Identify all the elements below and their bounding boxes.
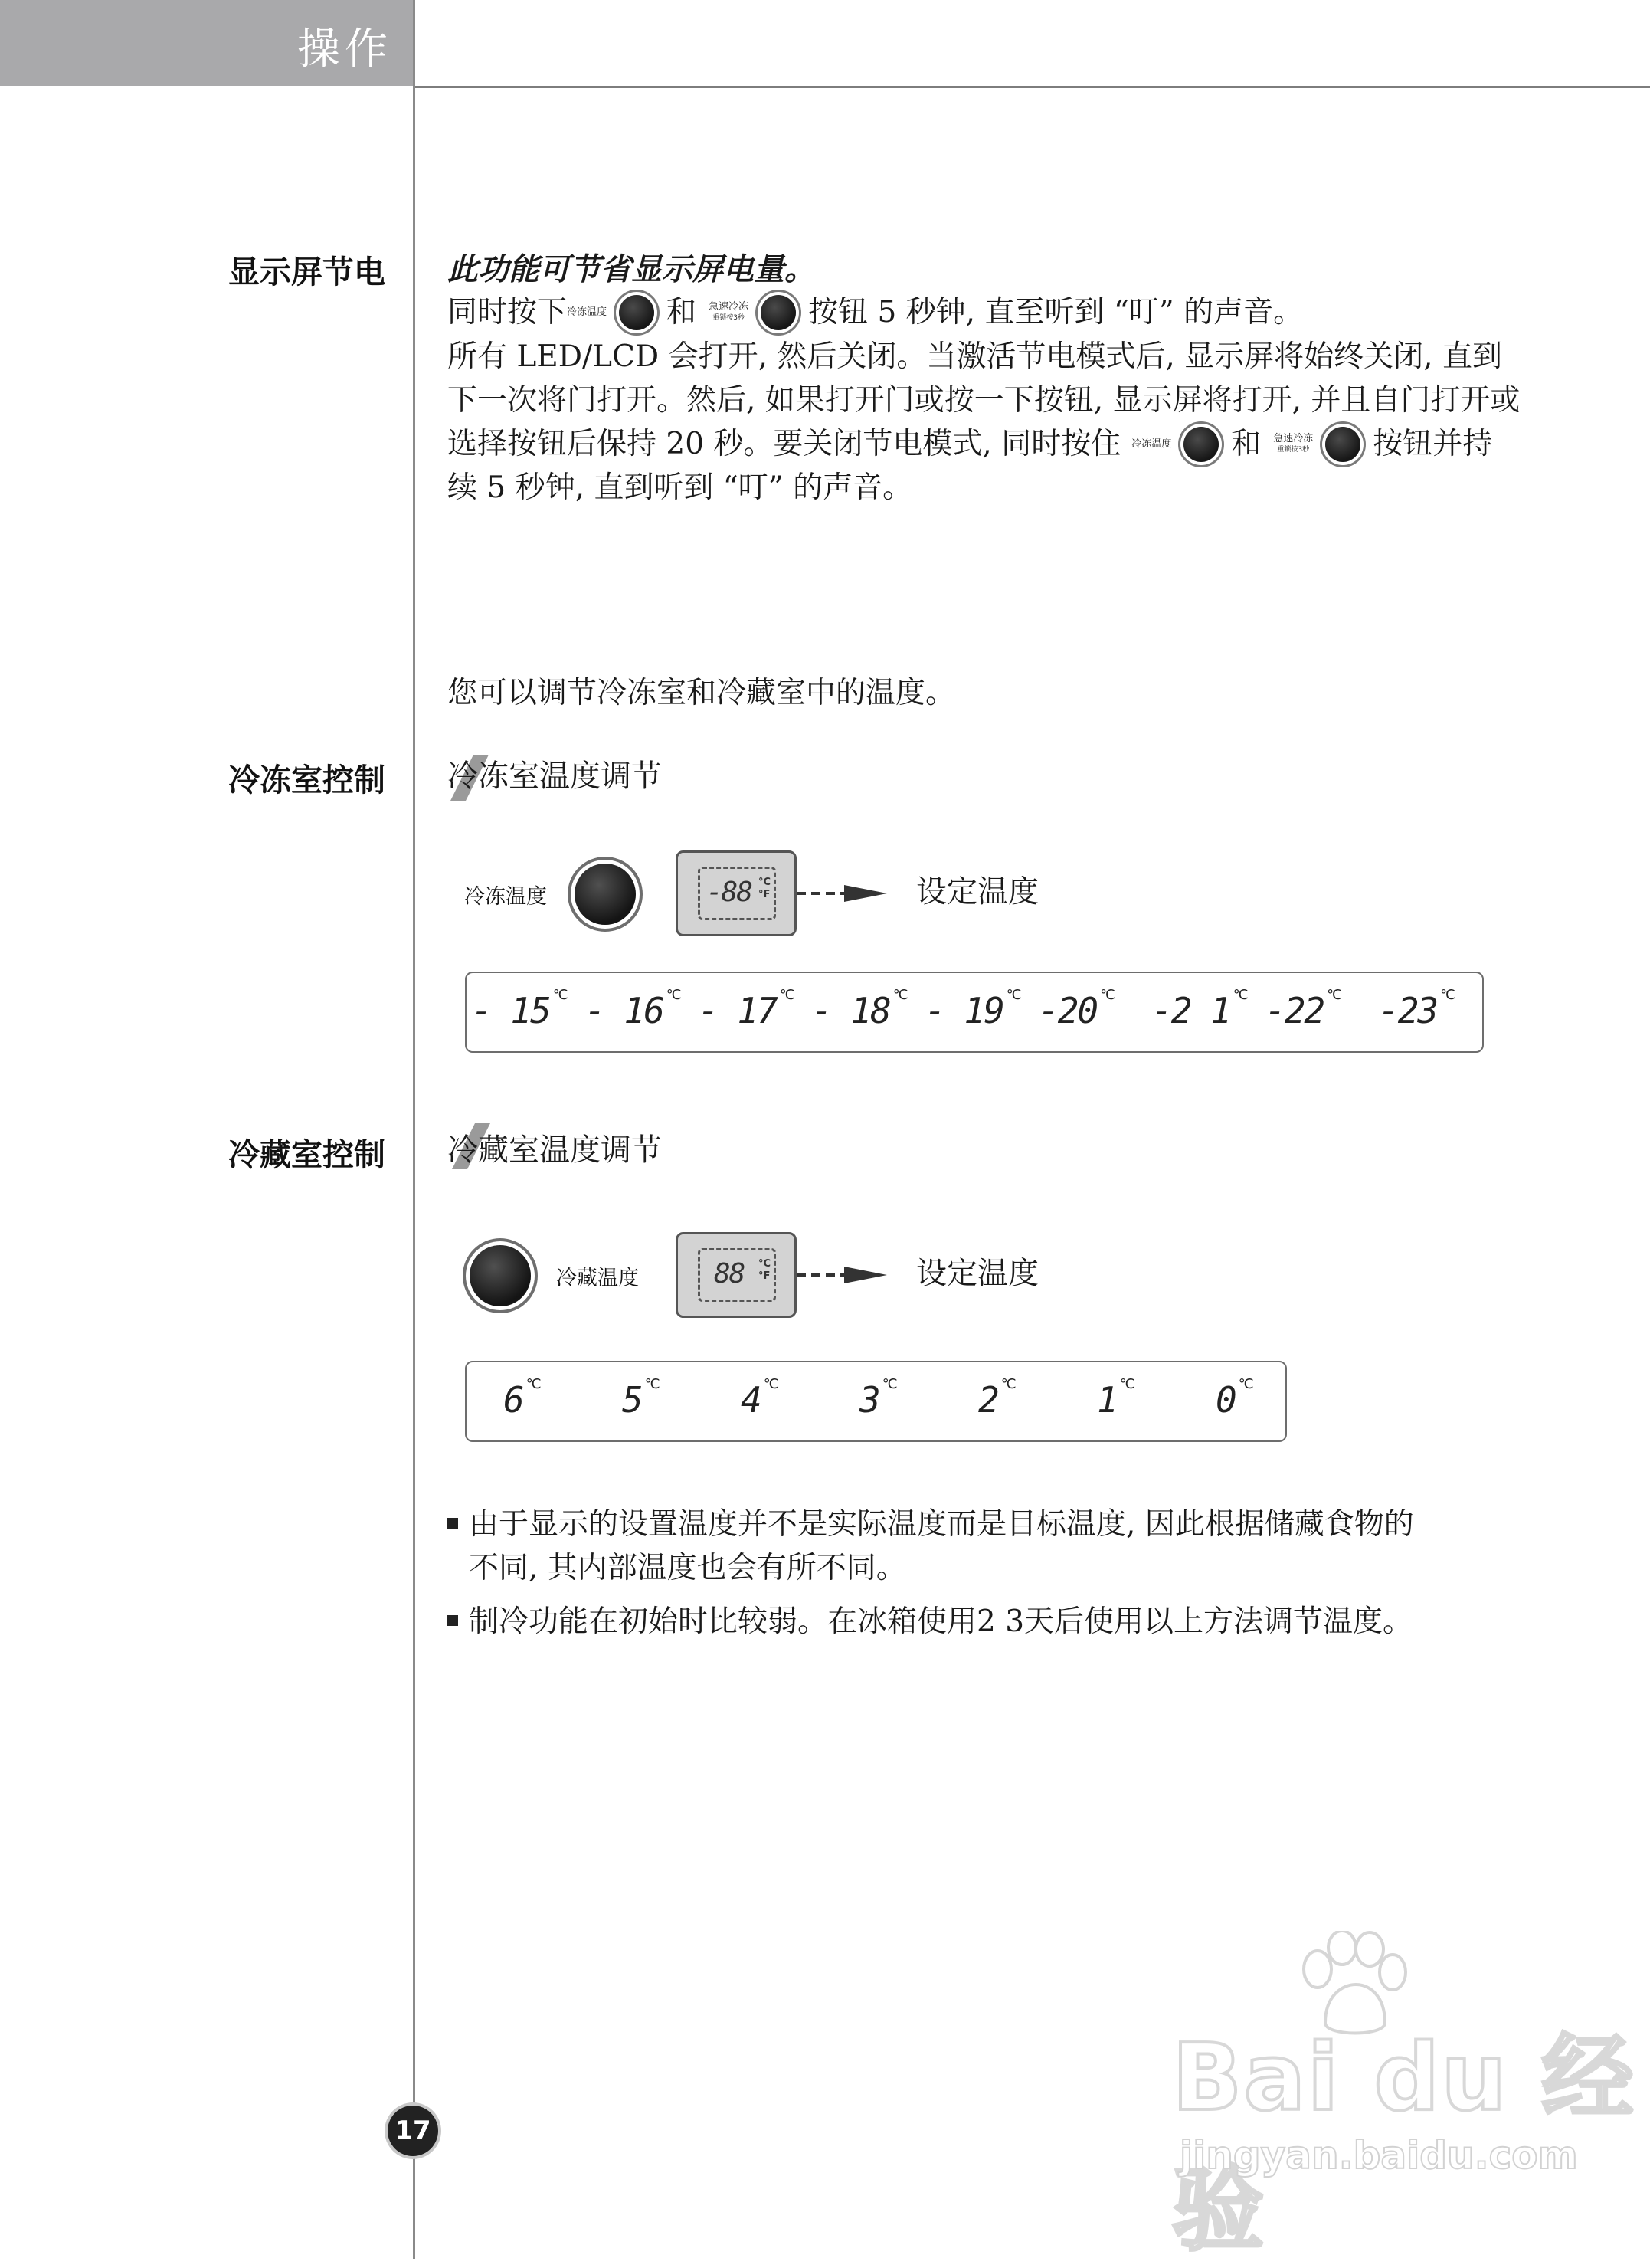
freezer-temp-value: -22 $^{^\circ C}$: [1265, 987, 1341, 1031]
header-rule: [414, 86, 1650, 88]
freezer-temp-value: -2 1 $^{^\circ C}$: [1151, 987, 1247, 1031]
freezer-temp-mini-label-2: 冷冻温度: [1131, 438, 1172, 450]
fridge-display-value: 88: [714, 1258, 745, 1290]
fridge-temp-value: 3 $^{^\circ C}$: [859, 1376, 896, 1421]
fridge-heading: 冷藏室温度调节: [447, 1132, 662, 1168]
temperature-intro: 您可以调节冷冻室和冷藏室中的温度。: [447, 676, 956, 710]
margin-rule: [413, 0, 415, 2259]
freezer-temp-value: - 18 $^{^\circ C}$: [811, 987, 907, 1031]
note-1-line2: 不同, 其内部温度也会有所不同。: [469, 1551, 906, 1585]
bullet-icon-2: [447, 1615, 458, 1626]
fridge-display-unit: °C °F: [758, 1258, 771, 1282]
freezer-temp-value: -20 $^{^\circ C}$: [1038, 987, 1114, 1031]
fridge-temp-value: 5 $^{^\circ C}$: [622, 1376, 659, 1421]
line1-text-a: 同时按下: [447, 295, 568, 329]
freezer-temp-value: - 19 $^{^\circ C}$: [925, 987, 1020, 1031]
freezer-arrow-icon: [797, 882, 889, 905]
express-freeze-mini-label: 急速冷冻 重锁按3秒: [709, 300, 749, 322]
display-saving-line4: [447, 422, 1492, 466]
freezer-temp-value: - 16 $^{^\circ C}$: [584, 987, 680, 1031]
freezer-temp-range: [465, 972, 1484, 1053]
display-saving-line3: 下一次将门打开。然后, 如果打开门或按一下按钮, 显示屏将打开, 并且自门打开或: [447, 383, 1521, 418]
display-saving-line1: [447, 290, 1303, 334]
display-saving-lead: 此功能可节省显示屏电量。: [447, 252, 815, 287]
fridge-temp-button[interactable]: [470, 1245, 531, 1306]
and-text: 和: [666, 295, 697, 329]
display-saving-line2: 所有 LED/LCD 会打开, 然后关闭。当激活节电模式后, 显示屏将始终关闭, 直到: [447, 339, 1502, 374]
note-2-text: 制冷功能在初始时比较弱。在冰箱使用2 3天后使用以上方法调节温度。: [469, 1604, 1413, 1639]
side-label-freezer: 冷冻室控制: [228, 762, 385, 798]
fridge-temp-value: 0 $^{^\circ C}$: [1216, 1376, 1252, 1421]
freezer-temp-value: - 17 $^{^\circ C}$: [698, 987, 794, 1031]
side-label-fridge: 冷藏室控制: [228, 1136, 385, 1173]
freezer-temp-label: 冷冻温度: [464, 885, 547, 909]
baidu-watermark-logo: Bai du 经验: [1172, 2025, 1635, 2263]
freezer-heading: 冷冻室温度调节: [447, 759, 662, 794]
freezer-display: [676, 850, 797, 936]
fridge-display: [676, 1232, 797, 1318]
line4-text-b: 按钮并持: [1373, 427, 1493, 461]
page-number: 17: [388, 2106, 438, 2156]
fridge-temp-value: 4 $^{^\circ C}$: [741, 1376, 778, 1421]
express-freeze-mini-label-2: 急速冷冻 重锁按3秒: [1273, 432, 1314, 454]
and-text-2: 和: [1231, 427, 1262, 461]
freezer-temp-value: - 15 $^{^\circ C}$: [471, 987, 567, 1031]
fridge-temp-range: [465, 1361, 1287, 1442]
line1-text-b: 按钮 5 秒钟, 直至听到 “叮” 的声音。: [808, 295, 1304, 329]
freezer-temp-button[interactable]: [575, 864, 636, 925]
freezer-temp-value: -23 $^{^\circ C}$: [1378, 987, 1454, 1031]
note-2: [447, 1600, 1413, 1644]
freezer-display-frame: [698, 867, 776, 920]
freezer-temp-button-icon: [619, 295, 654, 330]
display-saving-line5: 续 5 秒钟, 直到听到 “叮” 的声音。: [447, 470, 913, 505]
freezer-temp-button-icon-2: [1183, 427, 1219, 462]
fridge-display-frame: [698, 1248, 776, 1302]
express-freeze-button-icon: [761, 295, 796, 330]
baidu-watermark-url: jingyan.baidu.com: [1180, 2133, 1578, 2178]
express-freeze-button-icon-2: [1325, 427, 1360, 462]
fridge-temp-label: 冷藏温度: [556, 1267, 639, 1290]
freezer-set-temp-label: 设定温度: [916, 874, 1039, 909]
fridge-temp-value: 1 $^{^\circ C}$: [1097, 1376, 1134, 1421]
note-1: [447, 1503, 1414, 1546]
line4-text-a: 选择按钮后保持 20 秒。要关闭节电模式, 同时按住: [447, 427, 1121, 461]
fridge-arrow-icon: [797, 1263, 889, 1286]
freezer-display-value: -88: [706, 877, 752, 908]
fridge-temp-value: 6 $^{^\circ C}$: [503, 1376, 540, 1421]
side-label-display-saving: 显示屏节电: [228, 254, 385, 290]
fridge-temp-value: 2 $^{^\circ C}$: [978, 1376, 1015, 1421]
note-1-line1: 由于显示的设置温度并不是实际温度而是目标温度, 因此根据储藏食物的: [469, 1507, 1414, 1542]
freezer-display-unit: °C °F: [758, 877, 771, 900]
bullet-icon: [447, 1518, 458, 1529]
fridge-set-temp-label: 设定温度: [916, 1256, 1039, 1291]
page-header-title: 操作: [297, 25, 392, 74]
freezer-temp-mini-label: 冷冻温度: [567, 306, 607, 318]
